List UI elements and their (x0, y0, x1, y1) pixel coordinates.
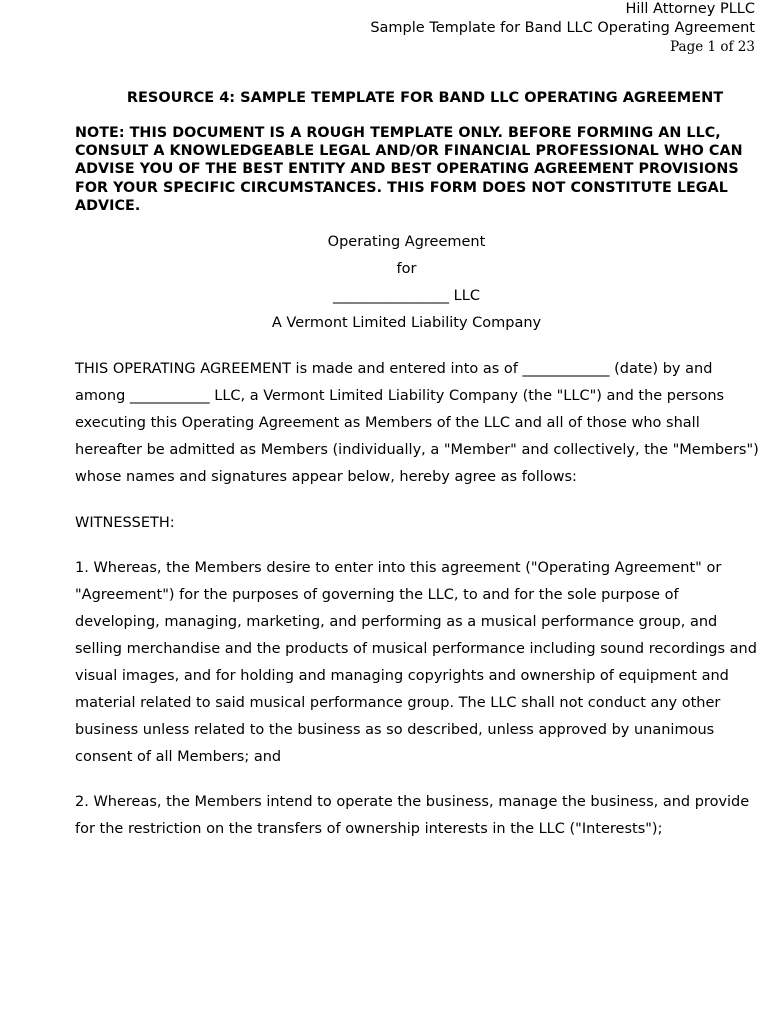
page-header (370, 0, 755, 57)
agreement-title-block (75, 229, 760, 337)
header-firm-name: Hill Attorney PLLC (625, 1, 755, 17)
agreement-title-for: for (396, 261, 417, 278)
disclaimer-note: NOTE: THIS DOCUMENT IS A ROUGH TEMPLATE ONLY. BEFORE FORMING AN LLC, CONSULT A KNOWLEDGEABLE LEGAL AND/OR FINANCIAL PROFESSIONAL WHO CAN ADVISE YOU OF THE BEST ENTITY AND BEST OPERATING AGREEMENT PROVISIONS FOR YOUR SPECIFIC CIRCUMSTANCES. THIS FORM DOES NOT CONSTITUTE LEGAL ADVICE. (75, 125, 743, 214)
header-page-number: Page 1 of 23 (670, 39, 755, 55)
intro-paragraph: THIS OPERATING AGREEMENT is made and entered into as of ____________ (date) by and among ___________ LLC, a Vermont Limited Liability Company (the "LLC") and the persons executing this Operating Agreement as Members of the LLC and all of those who shall hereafter be admitted as Members (individually, a "Member" and collectively, the "Members") whose names and signatures appear below, hereby agree as follows: (75, 361, 759, 486)
agreement-company-type: A Vermont Limited Liability Company (271, 315, 542, 332)
witnesseth-heading: WITNESSETH: (75, 515, 175, 532)
recital-paragraph-1: 1. Whereas, the Members desire to enter into this agreement ("Operating Agreement" or "Agreement") for the purposes of governing the LLC, to and for the sole purpose of developing, managing, marketing, and performing as a musical performance group, and selling merchandise and the products of musical performance including sound recordings and visual images, and for holding and managing copyrights and ownership of equipment and material related to said musical performance group. The LLC shall not conduct any other business unless related to the business as so described, unless approved by unanimous consent of all Members; and (75, 560, 757, 766)
recital-paragraph-2: 2. Whereas, the Members intend to operate the business, manage the business, and provide for the restriction on the transfers of ownership interests in the LLC ("Interests"); (75, 794, 750, 838)
agreement-llc-name-blank: ________________ LLC (333, 288, 480, 305)
resource-title: RESOURCE 4: SAMPLE TEMPLATE FOR BAND LLC OPERATING AGREEMENT (126, 90, 724, 106)
header-document-subtitle: Sample Template for Band LLC Operating Agreement (370, 20, 755, 36)
agreement-title: Operating Agreement (327, 234, 486, 251)
document-body (75, 88, 760, 843)
